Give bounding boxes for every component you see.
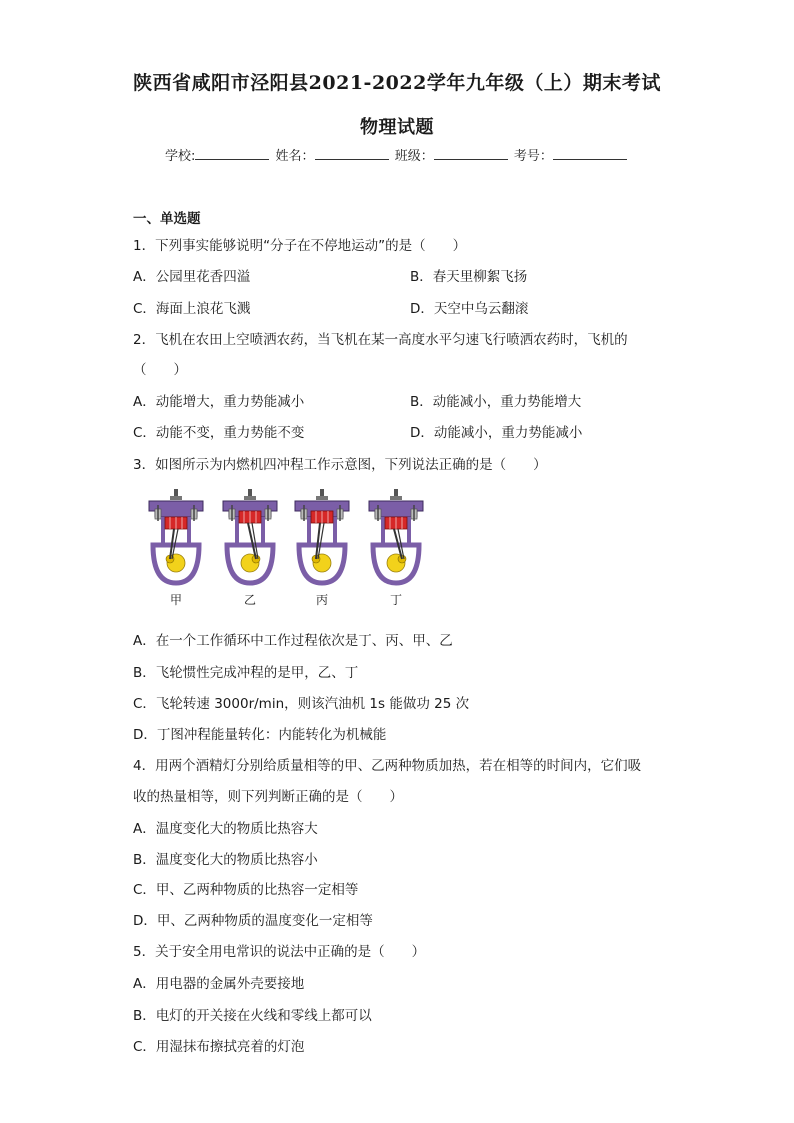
q5-option-b: B．电灯的开关接在火线和零线上都可以 [133, 1008, 372, 1024]
school-label: 学校: [165, 149, 196, 164]
q1-option-a: A．公园里花香四溢 [133, 269, 251, 285]
q3-stem: 3．如图所示为内燃机四冲程工作示意图，下列说法正确的是（ ） [133, 457, 547, 473]
q3-option-b: B．飞轮惯性完成冲程的是甲，乙、丁 [133, 665, 359, 681]
exam-number-blank[interactable] [553, 145, 627, 160]
figure-label-bing: 丙 [315, 593, 328, 607]
q5-option-c: C．用湿抹布擦拭亮着的灯泡 [133, 1039, 305, 1055]
q1-stem: 1．下列事实能够说明“分子在不停地运动”的是（ ） [133, 238, 467, 254]
q3-option-a: A．在一个工作循环中工作过程依次是丁、丙、甲、乙 [133, 633, 453, 649]
engine-stroke-diagram [141, 487, 211, 587]
class-blank[interactable] [434, 145, 508, 160]
figure-label-yi: 乙 [243, 593, 256, 607]
q2-stem-line2: （ ） [133, 362, 187, 378]
q2-option-a: A．动能增大，重力势能减小 [133, 394, 305, 410]
q4-stem-line2: 收的热量相等，则下列判断正确的是（ ） [133, 789, 403, 805]
q5-option-a: A．用电器的金属外壳要接地 [133, 976, 305, 992]
q5-stem: 5．关于安全用电常识的说法中正确的是（ ） [133, 944, 426, 960]
q4-option-d: D．甲、乙两种物质的温度变化一定相等 [133, 913, 373, 929]
exam-subtitle: 物理试题 [360, 117, 434, 138]
q3-option-d: D．丁图冲程能量转化：内能转化为机械能 [133, 727, 387, 743]
q4-option-a: A．温度变化大的物质比热容大 [133, 821, 318, 837]
q3-option-c: C．飞轮转速 3000r/min，则该汽油机 1s 能做功 25 次 [133, 696, 470, 712]
q2-option-c: C．动能不变，重力势能不变 [133, 425, 305, 441]
q2-stem-line1: 2．飞机在农田上空喷洒农药，当飞机在某一高度水平匀速飞行喷洒农药时，飞机的 [133, 332, 628, 348]
figure-label-jia: 甲 [169, 593, 182, 607]
figure-label-ding: 丁 [389, 593, 402, 607]
section-heading: 一、单选题 [133, 211, 201, 227]
engine-stroke-diagram [215, 487, 285, 587]
q1-option-d: D．天空中乌云翻滚 [410, 301, 529, 317]
name-blank[interactable] [315, 145, 389, 160]
student-info-row [165, 145, 629, 164]
q1-option-b: B．春天里柳絮飞扬 [410, 269, 528, 285]
engine-strokes-figure [136, 487, 446, 607]
school-blank[interactable] [195, 145, 269, 160]
q4-option-b: B．温度变化大的物质比热容小 [133, 852, 318, 868]
q1-option-c: C．海面上浪花飞溅 [133, 301, 251, 317]
name-label: 姓名： [275, 149, 315, 164]
q2-option-b: B．动能减小，重力势能增大 [410, 394, 582, 410]
q4-option-c: C．甲、乙两种物质的比热容一定相等 [133, 882, 359, 898]
q2-option-d: D．动能减小，重力势能减小 [410, 425, 583, 441]
exam-number-label: 考号： [513, 149, 553, 164]
exam-title: 陕西省咸阳市泾阳县2021-2022学年九年级（上）期末考试 [133, 72, 661, 94]
class-label: 班级： [394, 149, 434, 164]
engine-stroke-diagram [361, 487, 431, 587]
q4-stem-line1: 4．用两个酒精灯分别给质量相等的甲、乙两种物质加热，若在相等的时间内，它们吸 [133, 758, 642, 774]
engine-stroke-diagram [287, 487, 357, 587]
